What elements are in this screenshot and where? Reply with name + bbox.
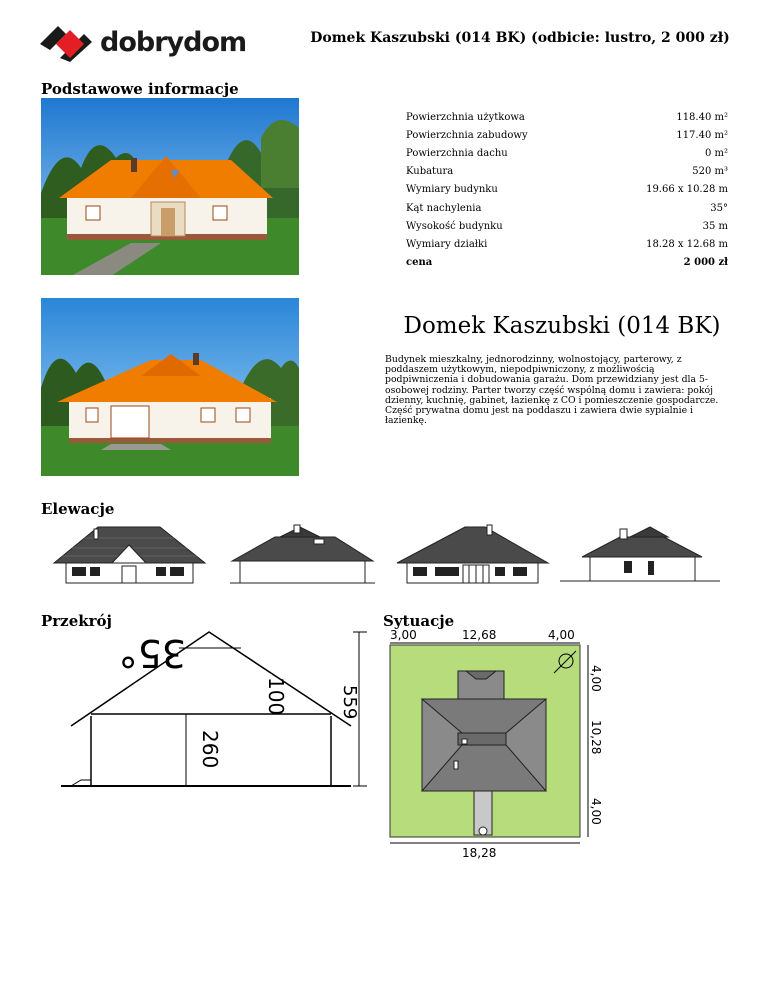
total-height-label: 559 bbox=[339, 685, 360, 720]
cross-section-drawing bbox=[41, 628, 371, 798]
knee-height-label: 100 bbox=[264, 677, 288, 716]
wall-height-label: 260 bbox=[198, 730, 222, 769]
elevation-back bbox=[395, 523, 550, 585]
spec-value: 520 m³ bbox=[692, 166, 728, 178]
spec-row bbox=[406, 199, 728, 217]
spec-value: 18.28 x 12.68 m bbox=[646, 238, 728, 250]
house-name-heading: Domek Kaszubski (014 BK) bbox=[403, 313, 721, 339]
price-label: cena bbox=[406, 257, 433, 269]
spec-label: Powierzchnia dachu bbox=[406, 147, 508, 159]
specs-table bbox=[406, 108, 728, 272]
spec-label: Powierzchnia zabudowy bbox=[406, 129, 528, 141]
elevation-side-right bbox=[560, 523, 720, 585]
spec-row bbox=[406, 126, 728, 144]
spec-label: Kąt nachylenia bbox=[406, 202, 482, 214]
spec-row bbox=[406, 181, 728, 199]
dobrydom-logo[interactable] bbox=[36, 22, 248, 62]
section-situation-heading: Sytuacje bbox=[383, 612, 455, 630]
roof-angle-label: 35° bbox=[118, 631, 186, 675]
dim-bottom: 18,28 bbox=[462, 846, 497, 860]
logo-mark-icon bbox=[36, 22, 98, 62]
spec-value: 35° bbox=[710, 202, 728, 214]
logo-text: dobrydom bbox=[100, 26, 247, 58]
section-basic-heading: Podstawowe informacje bbox=[41, 80, 239, 98]
spec-label: Wymiary działki bbox=[406, 238, 488, 250]
dim-top-right: 4,00 bbox=[548, 628, 575, 642]
price-row bbox=[406, 254, 728, 272]
spec-label: Wysokość budynku bbox=[406, 220, 503, 232]
spec-row bbox=[406, 144, 728, 162]
spec-row bbox=[406, 108, 728, 126]
spec-label: Powierzchnia użytkowa bbox=[406, 111, 525, 123]
situation-plan bbox=[370, 625, 610, 865]
spec-row bbox=[406, 163, 728, 181]
spec-row bbox=[406, 217, 728, 235]
elevation-front bbox=[52, 523, 207, 585]
house-photo-back bbox=[41, 298, 299, 476]
page-title: Domek Kaszubski (014 BK) (odbicie: lustro, 2 000 zł) bbox=[310, 30, 730, 46]
section-elevations-heading: Elewacje bbox=[41, 500, 115, 518]
dim-top-left: 3,00 bbox=[390, 628, 417, 642]
house-description: Budynek mieszkalny, jednorodzinny, wolnostojący, parterowy, z poddaszem użytkowym, niepodpiwniczony, z możliwością podpiwniczenia i dobudowania garażu. Dom przewidziany jest dla 5-osobowej rodziny. Parter tworzy część wspólną domu i zawiera: pokój dzienny, kuchnię, gabinet, łazienkę z CO i pomieszczenie gospodarcze. Część prywatna domu jest na poddaszu i zawiera dwie sypialnie i łazienkę. bbox=[385, 354, 719, 427]
section-cross-section-heading: Przekrój bbox=[41, 612, 112, 630]
price-value: 2 000 zł bbox=[683, 257, 728, 269]
house-photo-front bbox=[41, 98, 299, 275]
dim-top-mid: 12,68 bbox=[462, 628, 497, 642]
dim-right-mid: 10,28 bbox=[589, 720, 603, 755]
spec-value: 35 m bbox=[702, 220, 728, 232]
spec-value: 117.40 m² bbox=[676, 129, 728, 141]
spec-value: 0 m² bbox=[704, 147, 728, 159]
spec-value: 118.40 m² bbox=[676, 111, 728, 123]
dim-right-top: 4,00 bbox=[589, 665, 603, 692]
spec-label: Kubatura bbox=[406, 166, 454, 178]
spec-value: 19.66 x 10.28 m bbox=[646, 184, 728, 196]
elevation-side-left bbox=[230, 523, 375, 585]
spec-row bbox=[406, 235, 728, 253]
spec-label: Wymiary budynku bbox=[406, 184, 498, 196]
dim-right-bottom: 4,00 bbox=[589, 798, 603, 825]
